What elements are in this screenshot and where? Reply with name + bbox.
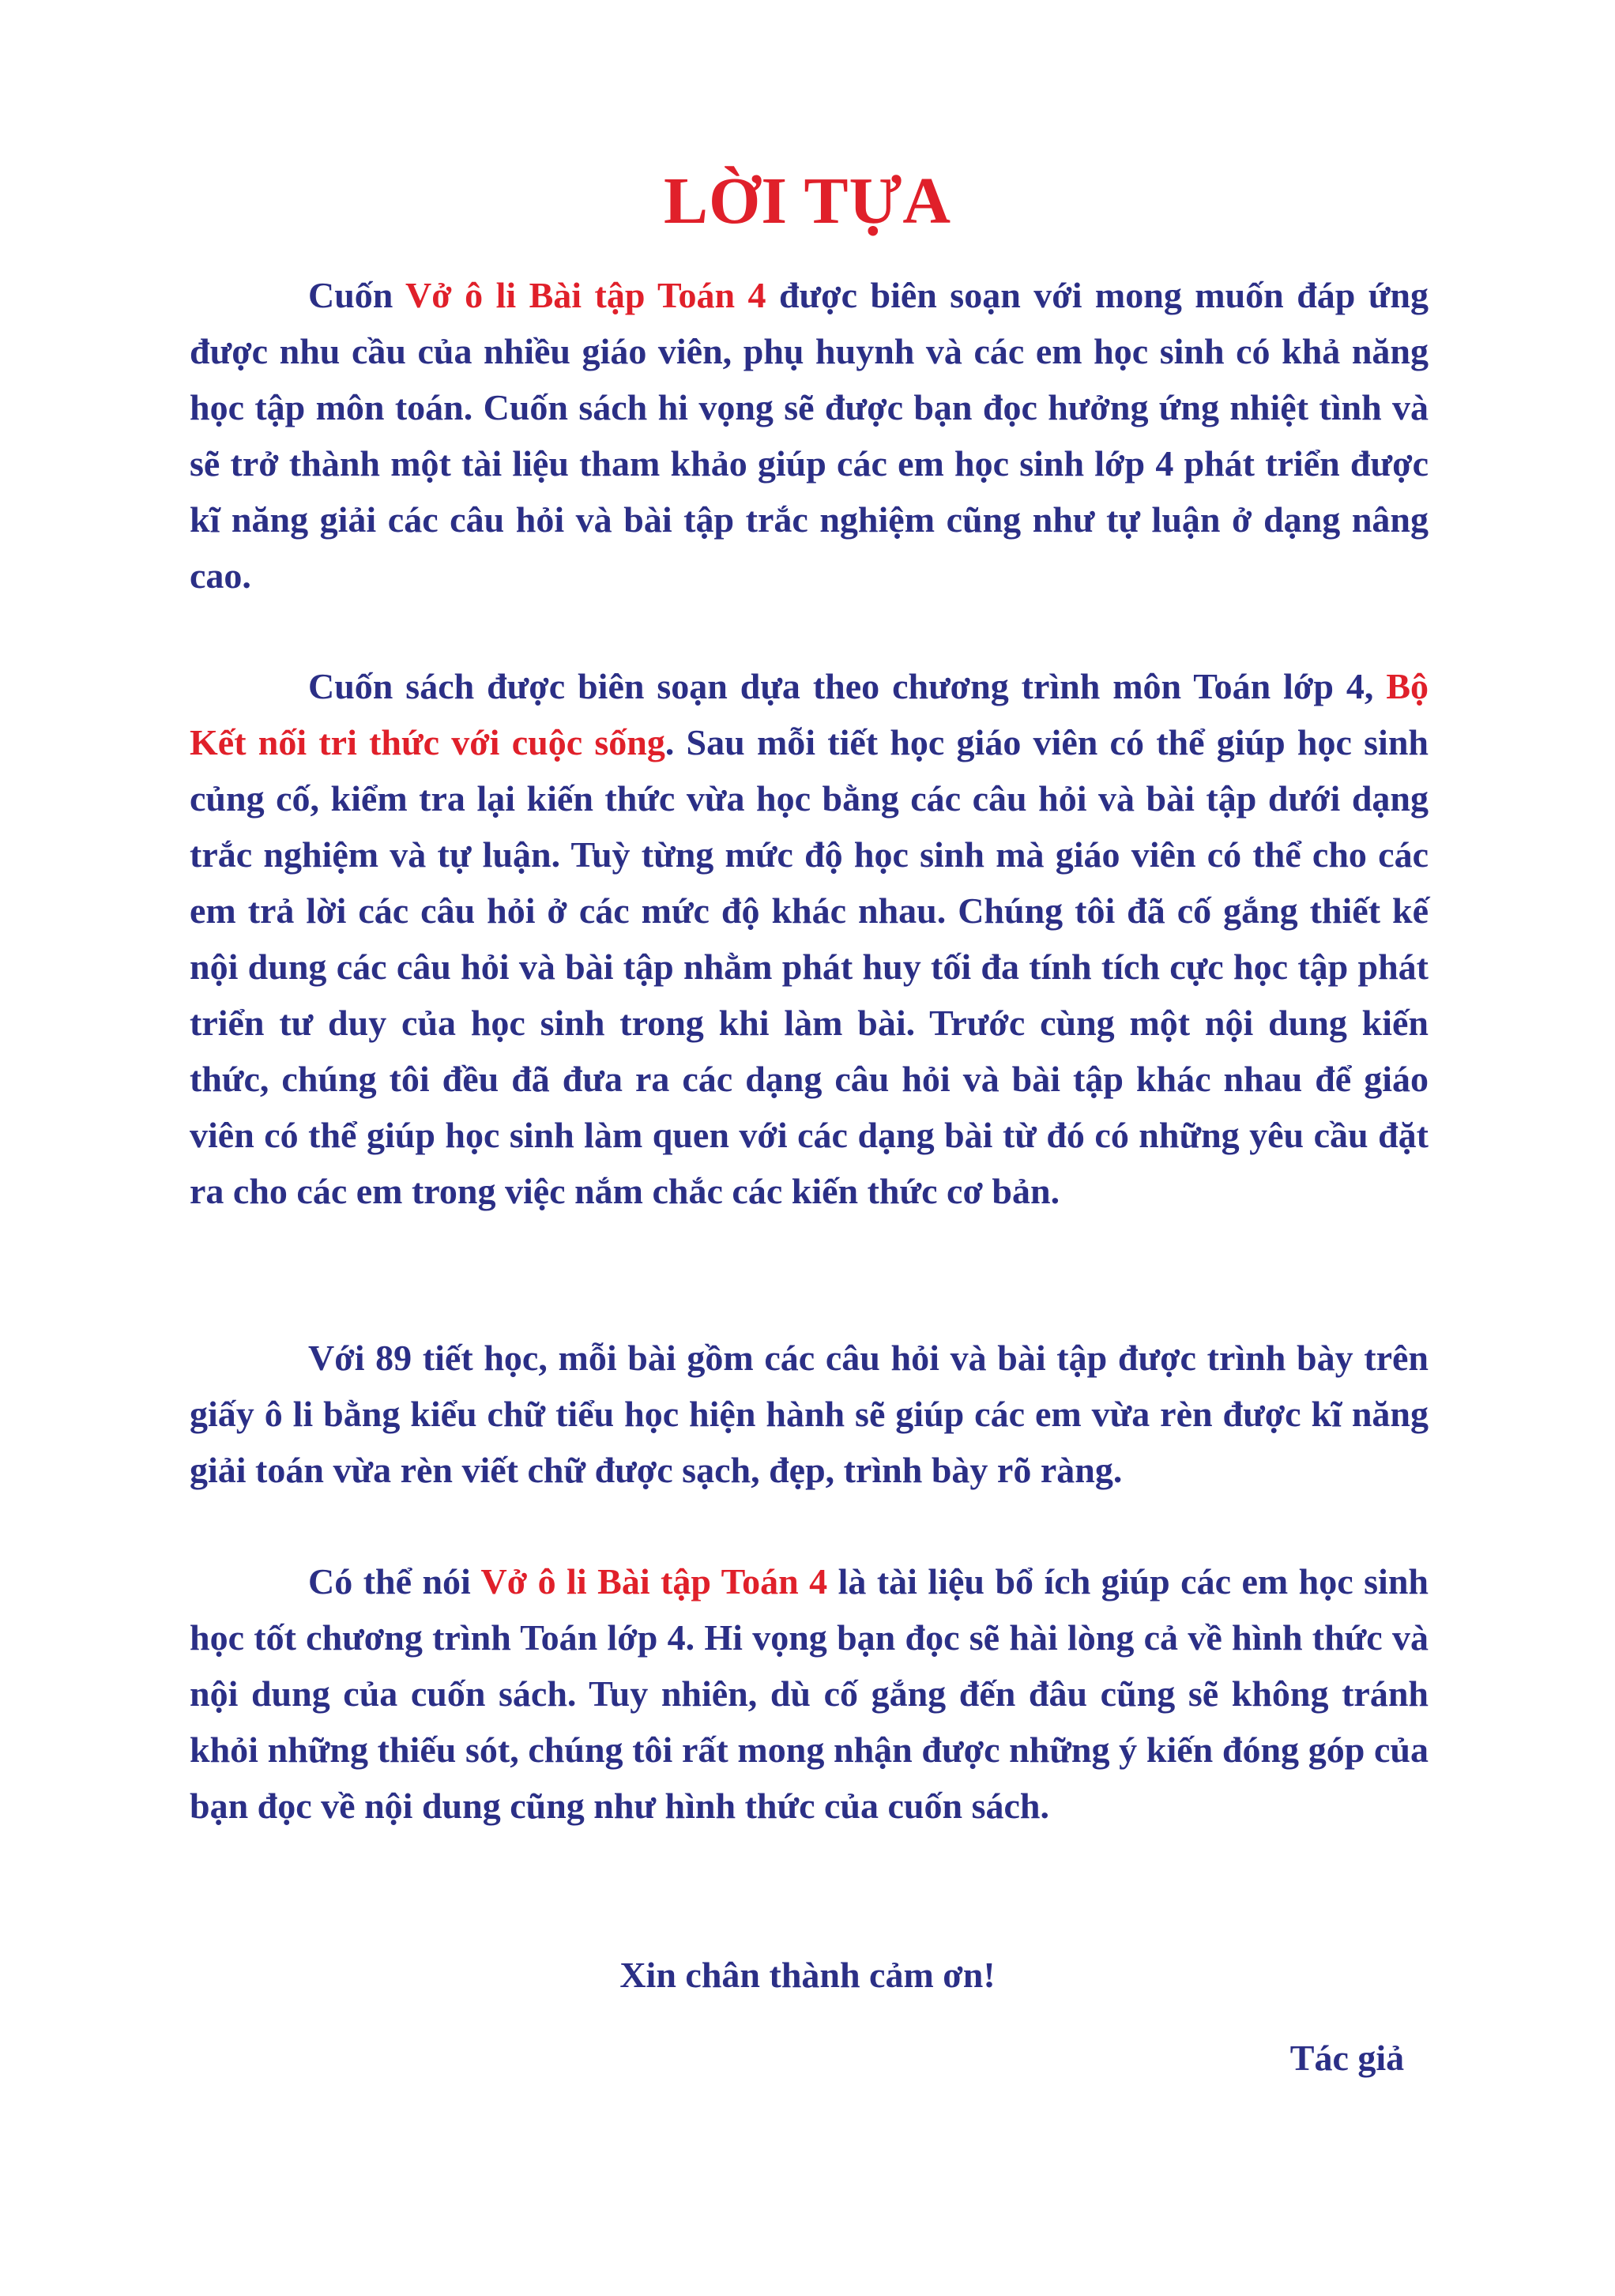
book-title-highlight: Vở ô li Bài tập Toán 4 (405, 275, 766, 315)
paragraph-text: Có thể nói (308, 1561, 481, 1602)
paragraph-text: . Sau mỗi tiết học giáo viên có thể giúp học sinh củng cố, kiểm tra lại kiến thức vừa học bằng các câu hỏi và bài tập dưới dạng trắc nghiệm và tự luận. Tuỳ từng mức độ học sinh mà giáo viên có thể cho các em trả lời các câu hỏi ở các mức độ khác nhau. Chúng tôi đã cố gắng thiết kế nội dung các câu hỏi và bài tập nhằm phát huy tối đa tính tích cực học tập phát triển tư duy của học sinh trong khi làm bài. Trước cùng một nội dung kiến thức, chúng tôi đều đã đưa ra các dạng câu hỏi và bài tập khác nhau để giáo viên có thể giúp học sinh làm quen với các dạng bài từ đó có những yêu cầu đặt ra cho các em trong việc nắm chắc các kiến thức cơ bản. (190, 722, 1429, 1211)
paragraph-curriculum (190, 658, 1429, 1219)
author-signature: Tác giả (1289, 2038, 1405, 2078)
book-title-highlight: Vở ô li Bài tập Toán 4 (480, 1561, 828, 1602)
closing-thanks: Xin chân thành cảm ơn! (619, 1955, 996, 1995)
page-title: LỜI TỰA (663, 164, 952, 238)
paragraph-text: được biên soạn với mong muốn đáp ứng được nhu cầu của nhiều giáo viên, phụ huynh và các em học sinh có khả năng học tập môn toán. Cuốn sách hi vọng sẽ được bạn đọc hưởng ứng nhiệt tình và sẽ trở thành một tài liệu tham khảo giúp các em học sinh lớp 4 phát triển được kĩ năng giải các câu hỏi và bài tập trắc nghiệm cũng như tự luận ở dạng nâng cao. (190, 275, 1429, 596)
paragraph-text: Cuốn (308, 275, 406, 315)
paragraph-conclusion (190, 1553, 1429, 1834)
series-name-highlight: Bộ Kết nối tri thức với cuộc sống (190, 666, 1429, 762)
paragraph-lessons (190, 1330, 1429, 1498)
paragraph-text: Với 89 tiết học, mỗi bài gồm các câu hỏi và bài tập được trình bày trên giấy ô li bằng kiểu chữ tiểu học hiện hành sẽ giúp các em vừa rèn được kĩ năng giải toán vừa rèn viết chữ được sạch, đẹp, trình bày rõ ràng. (190, 1338, 1429, 1490)
paragraph-intro (190, 267, 1429, 604)
paragraph-text: là tài liệu bổ ích giúp các em học sinh học tốt chương trình Toán lớp 4. Hi vọng bạn đọc sẽ hài lòng cả về hình thức và nội dung của cuốn sách. Tuy nhiên, dù cố gắng đến đâu cũng sẽ không tránh khỏi những thiếu sót, chúng tôi rất mong nhận được những ý kiến đóng góp của bạn đọc về nội dung cũng như hình thức của cuốn sách. (190, 1561, 1429, 1826)
paragraph-text: Cuốn sách được biên soạn dựa theo chương trình môn Toán lớp 4, (308, 666, 1387, 706)
